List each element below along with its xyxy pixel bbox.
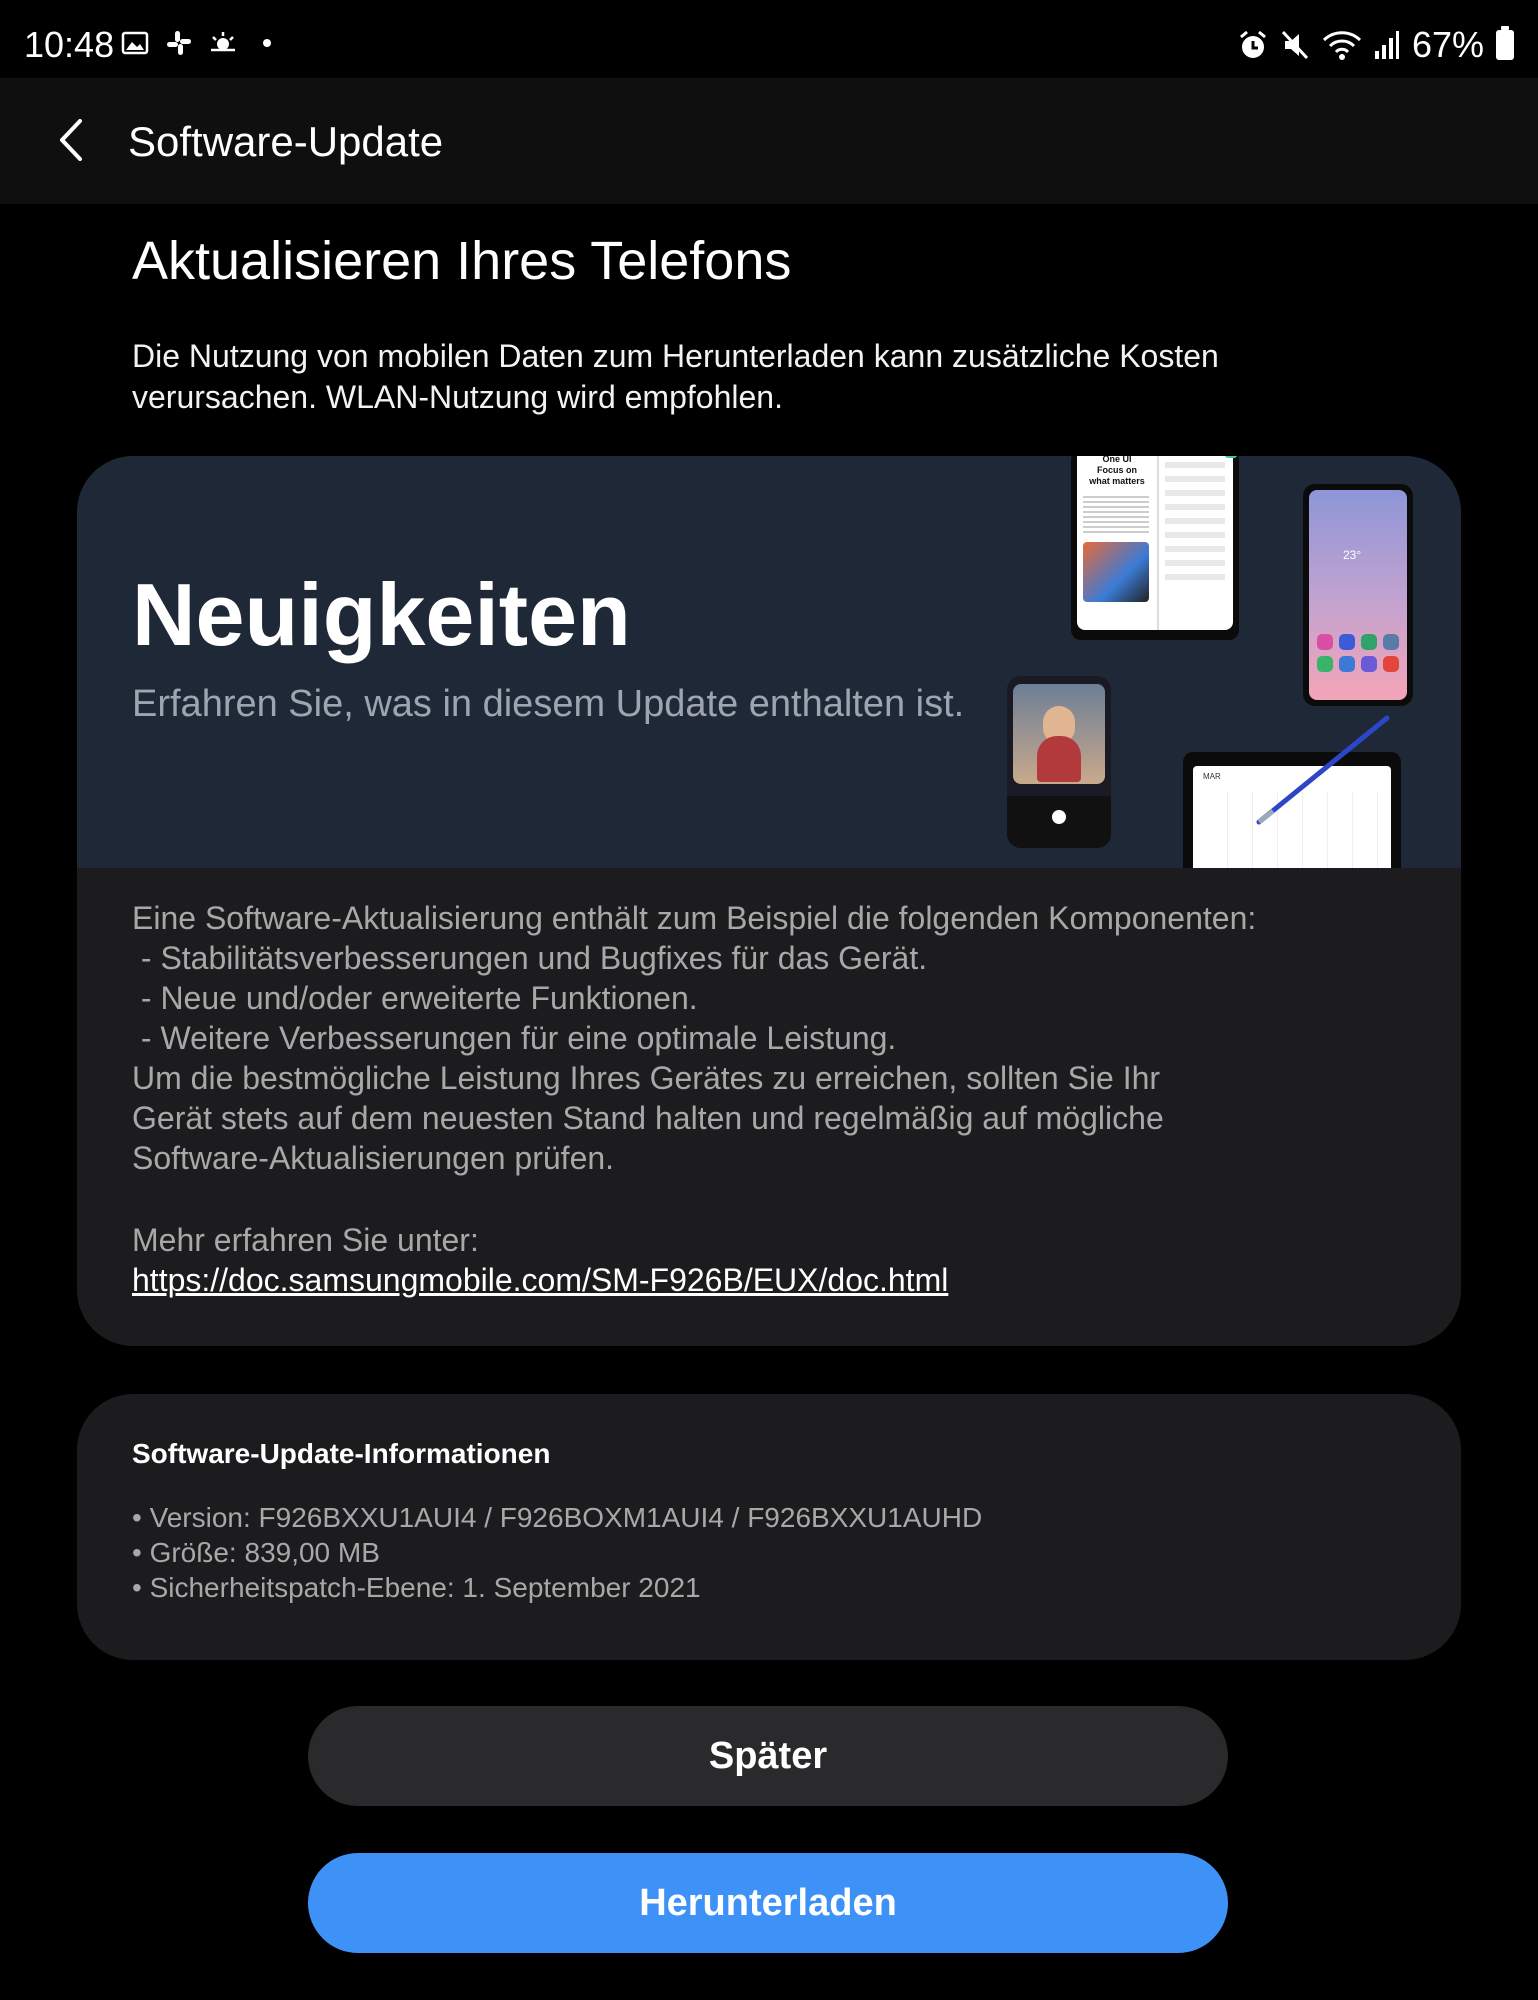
mute-icon <box>1280 29 1310 61</box>
chevron-left-icon <box>54 117 86 163</box>
slack-icon <box>164 28 194 58</box>
update-description <box>132 898 1412 1178</box>
page-title: Software-Update <box>128 118 444 165</box>
info-size: • Größe: 839,00 MB <box>132 1537 380 1568</box>
back-button[interactable] <box>38 108 102 172</box>
info-security-patch: • Sicherheitspatch-Ebene: 1. September 2021 <box>132 1572 701 1603</box>
battery-icon <box>1496 30 1514 60</box>
wifi-icon <box>1322 29 1362 61</box>
illustration-temperature: 23° <box>1343 548 1362 562</box>
info-version: • Version: F926BXXU1AUI4 / F926BOXM1AUI4 / F926BXXU1AUHD <box>132 1502 983 1533</box>
foldable-device-illustration <box>1071 456 1239 640</box>
description-line: Um die bestmögliche Leistung Ihres Gerätes zu erreichen, sollten Sie Ihr <box>132 1060 1161 1096</box>
illustration-label-focus: Focus on <box>1097 465 1137 475</box>
illustration-month: MAR <box>1203 772 1221 781</box>
update-info-title: Software-Update-Informationen <box>132 1438 551 1469</box>
illustration-label-one-ui: One UI <box>1102 456 1132 464</box>
spen-icon <box>1253 712 1393 832</box>
description-line: Software-Aktualisierungen prüfen. <box>132 1140 615 1176</box>
signal-icon <box>1374 29 1400 61</box>
weather-icon <box>208 28 238 58</box>
alarm-icon <box>1238 29 1268 61</box>
flip-phone-illustration <box>1007 676 1111 848</box>
status-time: 10:48 <box>24 24 115 65</box>
system-status <box>1238 24 1514 66</box>
dot-icon <box>252 28 282 58</box>
gallery-icon <box>120 28 150 58</box>
whats-new-card <box>77 456 1461 1346</box>
more-info-link[interactable]: https://doc.samsungmobile.com/SM-F926B/EUX/doc.html <box>132 1262 949 1298</box>
download-button[interactable]: Herunterladen <box>308 1853 1228 1953</box>
description-line: - Weitere Verbesserungen für eine optimale Leistung. <box>132 1020 897 1056</box>
later-button[interactable]: Später <box>308 1706 1228 1806</box>
whats-new-title: Neuigkeiten <box>132 565 631 664</box>
update-info-list <box>132 1500 982 1605</box>
battery-percent: 67% <box>1411 24 1484 65</box>
phone-illustration <box>1303 484 1413 706</box>
update-info-card <box>77 1394 1461 1660</box>
description-line: - Stabilitätsverbesserungen und Bugfixes für das Gerät. <box>132 940 928 976</box>
more-info-label: Mehr erfahren Sie unter: <box>132 1222 479 1258</box>
data-usage-notice: Die Nutzung von mobilen Daten zum Herunterladen kann zusätzliche Kosten verursachen. WLAN-Nutzung wird empfohlen. <box>132 338 1219 415</box>
main-heading: Aktualisieren Ihres Telefons <box>132 231 792 291</box>
description-line: Eine Software-Aktualisierung enthält zum Beispiel die folgenden Komponenten: <box>132 900 1257 936</box>
illustration-label-matters: what matters <box>1089 476 1145 486</box>
description-line: Gerät stets auf dem neuesten Stand halten und regelmäßig auf mögliche <box>132 1100 1164 1136</box>
tablet-illustration <box>1183 752 1401 868</box>
notification-icons <box>120 28 282 58</box>
status-bar <box>0 0 1538 78</box>
whats-new-banner <box>77 456 1461 868</box>
description-line: - Neue und/oder erweiterte Funktionen. <box>132 980 698 1016</box>
whats-new-subtitle: Erfahren Sie, was in diesem Update enthalten ist. <box>132 683 965 725</box>
app-bar <box>0 78 1538 204</box>
